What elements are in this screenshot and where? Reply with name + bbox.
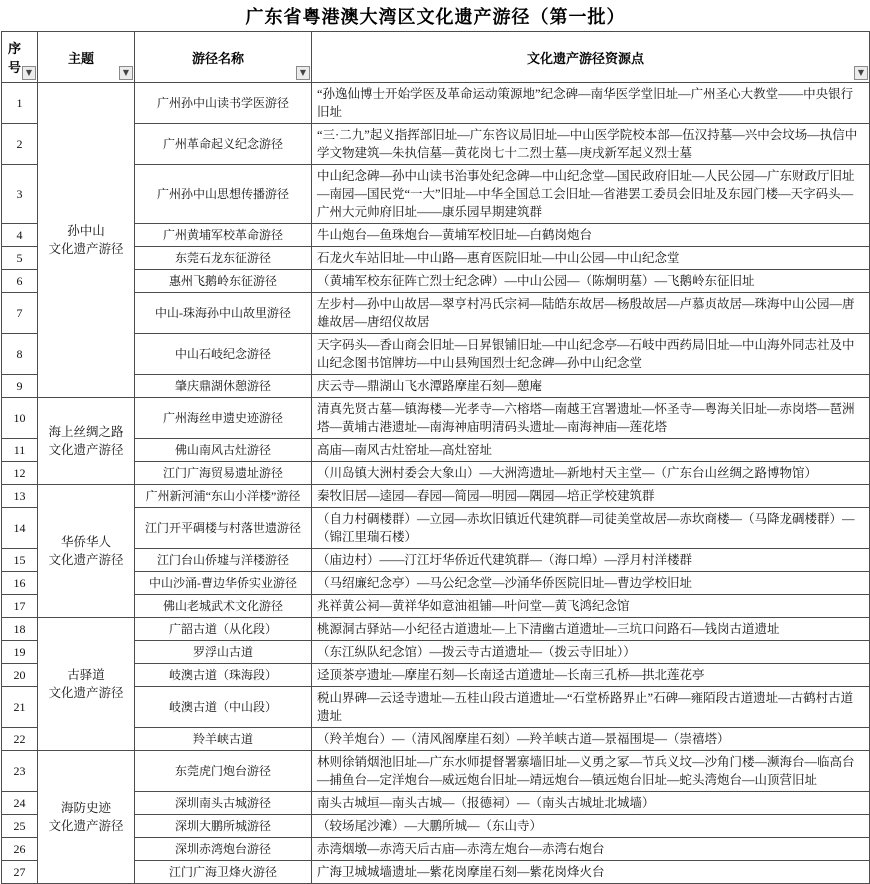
theme-line: 文化遗产游径 (48, 686, 124, 700)
theme-line: 文化遗产游径 (48, 443, 124, 457)
row-number-cell: 12 (2, 462, 38, 485)
theme-cell (38, 398, 135, 485)
trail-name-cell: 江门开平碉楼与村落世遗游径 (135, 508, 312, 549)
trail-name-cell: 广州革命起义纪念游径 (135, 124, 312, 165)
resource-points-cell: 迳顶茶亭遗址—摩崖石刻—长南迳古道遗址—长南三孔桥—拱北莲花亭 (312, 664, 870, 687)
theme-line: 海防史迹 (60, 801, 111, 815)
trail-name-cell: 佛山南风古灶游径 (135, 439, 312, 462)
resource-points-cell: 左步村—孙中山故居—翠亨村冯氏宗祠—陆皓东故居—杨殷故居—卢慕贞故居—珠海中山公园—唐雄故居—唐绍仪故居 (312, 293, 870, 334)
table-row (2, 751, 870, 792)
resource-points-cell: （马绍廉纪念亭）—马公纪念堂—沙涌华侨医院旧址—曹边学校旧址 (312, 572, 870, 595)
row-number-cell: 11 (2, 439, 38, 462)
row-number-cell: 26 (2, 838, 38, 861)
page-title: 广东省粤港澳大湾区文化遗产游径（第一批） (245, 7, 626, 27)
trail-name-cell: 中山石岐纪念游径 (135, 334, 312, 375)
resource-points-cell: 南头古城垣—南头古城—（报德祠）—（南头古城址北城墙） (312, 792, 870, 815)
resource-points-cell: 清真先贤古墓—镇海楼—光孝寺—六榕塔—南越王宫署遗址—怀圣寺—粤海关旧址—赤岗塔—琶洲塔—黄埔古港遗址—南海神庙明清码头遗址—南海神庙—莲花塔 (312, 398, 870, 439)
table-header-row (2, 32, 870, 83)
resource-points-cell: 石龙火车站旧址—中山路—惠育医院旧址—中山公园—中山纪念堂 (312, 247, 870, 270)
resource-points-cell: 林则徐销烟池旧址—广东水师提督署寨墙旧址—义勇之冢—节兵义坟—沙角门楼—濒海台—临高台—捕鱼台—定洋炮台—威远炮台旧址—靖远炮台—镇远炮台旧址—蛇头湾炮台—山顶营旧址 (312, 751, 870, 792)
resource-points-cell: “三·二九”起义指挥部旧址—广东咨议局旧址—中山医学院校本部—伍汉持墓—兴中会坟场—执信中学文物建筑—朱执信墓—黄花岗七十二烈士墓—庚戌新军起义烈士墓 (312, 124, 870, 165)
spreadsheet-view (1, 0, 869, 884)
row-number-cell: 25 (2, 815, 38, 838)
trail-name-cell: 惠州飞鹅岭东征游径 (135, 270, 312, 293)
resource-points-cell: 兆祥黄公祠—黄祥华如意油祖铺—叶问堂—黄飞鸿纪念馆 (312, 595, 870, 618)
trail-name-cell: 深圳大鹏所城游径 (135, 815, 312, 838)
table-row (2, 398, 870, 439)
trail-name-cell: 中山-珠海孙中山故里游径 (135, 293, 312, 334)
row-number-cell: 21 (2, 687, 38, 728)
row-number-cell: 6 (2, 270, 38, 293)
trail-name-cell: 广州新河浦“东山小洋楼”游径 (135, 485, 312, 508)
trail-name-cell: 广韶古道（从化段） (135, 618, 312, 641)
column-header-label: 文化遗产游径资源点 (526, 50, 644, 66)
trail-name-cell: 岐澳古道（珠海段） (135, 664, 312, 687)
trail-name-cell: 江门广海卫烽火游径 (135, 861, 312, 884)
resource-points-cell: （自力村碉楼群）—立园—赤坎旧镇近代建筑群—司徒美堂故居—赤坎商楼—（马降龙碉楼群）—（锦江里瑞石楼） (312, 508, 870, 549)
theme-line: 文化遗产游径 (48, 242, 124, 256)
row-number-cell: 7 (2, 293, 38, 334)
resource-points-cell: 广海卫城城墙遗址—紫花岗摩崖石刻—紫花岗烽火台 (312, 861, 870, 884)
column-header-label: 主题 (67, 50, 94, 66)
resource-points-cell: （较场尾沙滩）—大鹏所城—（东山寺） (312, 815, 870, 838)
trail-name-cell: 江门广海贸易遗址游径 (135, 462, 312, 485)
resource-points-cell: （羚羊炮台）—（清风阁摩崖石刻）—羚羊峡古道—景福围堤—（崇禧塔） (312, 728, 870, 751)
row-number-cell: 20 (2, 664, 38, 687)
row-number-cell: 19 (2, 641, 38, 664)
table-row (2, 618, 870, 641)
row-number-cell: 17 (2, 595, 38, 618)
theme-line: 古驿道 (67, 668, 105, 682)
trail-name-cell: 肇庆鼎湖休憩游径 (135, 375, 312, 398)
column-header-points (312, 32, 870, 83)
column-header-no (2, 32, 38, 83)
trail-name-cell: 江门台山侨墟与洋楼游径 (135, 549, 312, 572)
theme-line: 华侨华人 (60, 535, 111, 549)
table-row (2, 485, 870, 508)
row-number-cell: 8 (2, 334, 38, 375)
filter-dropdown-icon[interactable]: ▼ (854, 66, 868, 80)
trail-name-cell: 羚羊峡古道 (135, 728, 312, 751)
row-number-cell: 10 (2, 398, 38, 439)
row-number-cell: 4 (2, 224, 38, 247)
resource-points-cell: 桃源洞古驿站—小纪径古道遗址—上下清幽古道遗址—三坑口问路石—钱岗古道遗址 (312, 618, 870, 641)
resource-points-cell: 庆云寺—鼎湖山飞水潭路摩崖石刻—憩庵 (312, 375, 870, 398)
filter-dropdown-icon[interactable]: ▼ (22, 66, 36, 80)
resource-points-cell: （川岛镇大洲村委会大象山）—大洲湾遗址—新地村天主堂—（广东台山丝绸之路博物馆） (312, 462, 870, 485)
resource-points-cell: （庙边村）——汀江圩华侨近代建筑群—（海口埠）—浮月村洋楼群 (312, 549, 870, 572)
row-number-cell: 5 (2, 247, 38, 270)
theme-line: 文化遗产游径 (48, 819, 124, 833)
trail-name-cell: 岐澳古道（中山段） (135, 687, 312, 728)
trail-name-cell: 东莞虎门炮台游径 (135, 751, 312, 792)
row-number-cell: 3 (2, 165, 38, 224)
trail-name-cell: 东莞石龙东征游径 (135, 247, 312, 270)
row-number-cell: 23 (2, 751, 38, 792)
trail-name-cell: 广州黄埔军校革命游径 (135, 224, 312, 247)
resource-points-cell: 税山界碑—云迳寺遗址—五桂山段古道遗址—“石堂桥路界止”石碑—雍陌段古道遗址—古鹤村古道遗址 (312, 687, 870, 728)
resource-points-cell: 中山纪念碑—孙中山读书治事处纪念碑—中山纪念堂—国民政府旧址—人民公园—广东财政厅旧址—南园—国民党“一大”旧址—中华全国总工会旧址—省港罢工委员会旧址及东园门楼—天字码头—广州大元帅府旧址——康乐园早期建筑群 (312, 165, 870, 224)
row-number-cell: 24 (2, 792, 38, 815)
filter-dropdown-icon[interactable]: ▼ (296, 66, 310, 80)
row-number-cell: 18 (2, 618, 38, 641)
row-number-cell: 2 (2, 124, 38, 165)
trail-name-cell: 佛山老城武术文化游径 (135, 595, 312, 618)
row-number-cell: 13 (2, 485, 38, 508)
trail-name-cell: 中山沙涌-曹边华侨实业游径 (135, 572, 312, 595)
resource-points-cell: 赤湾烟墩—赤湾天后古庙—赤湾左炮台—赤湾右炮台 (312, 838, 870, 861)
resource-points-cell: （东江纵队纪念馆）—拨云寺古道遗址—（拨云寺旧址）） (312, 641, 870, 664)
column-header-label: 序号 (7, 41, 21, 75)
trail-name-cell: 深圳赤湾炮台游径 (135, 838, 312, 861)
resource-points-cell: 牛山炮台—鱼珠炮台—黄埔军校旧址—白鹤岗炮台 (312, 224, 870, 247)
heritage-trails-table (1, 0, 870, 884)
theme-line: 文化遗产游径 (48, 553, 124, 567)
resource-points-cell: “孙逸仙博士开始学医及革命运动策源地”纪念碑—南华医学堂旧址—广州圣心大教堂——中央银行旧址 (312, 83, 870, 124)
theme-cell (38, 751, 135, 884)
trail-name-cell: 罗浮山古道 (135, 641, 312, 664)
row-number-cell: 15 (2, 549, 38, 572)
table-row (2, 83, 870, 124)
row-number-cell: 9 (2, 375, 38, 398)
trail-name-cell: 广州孙中山思想传播游径 (135, 165, 312, 224)
row-number-cell: 27 (2, 861, 38, 884)
trail-name-cell: 广州孙中山读书学医游径 (135, 83, 312, 124)
theme-cell (38, 83, 135, 398)
row-number-cell: 22 (2, 728, 38, 751)
resource-points-cell: 天字码头—香山商会旧址—日昇银铺旧址—中山纪念亭—石岐中西药局旧址—中山海外同志社及中山纪念图书馆牌坊—中山县殉国烈士纪念碑—孙中山纪念堂 (312, 334, 870, 375)
resource-points-cell: （黄埔军校东征阵亡烈士纪念碑）—中山公园—（陈炯明墓）—飞鹅岭东征旧址 (312, 270, 870, 293)
resource-points-cell: 秦牧旧居—逵园—春园—简园—明园—隅园—培正学校建筑群 (312, 485, 870, 508)
column-header-label: 游径名称 (191, 50, 244, 66)
theme-cell (38, 618, 135, 751)
trail-name-cell: 深圳南头古城游径 (135, 792, 312, 815)
theme-line: 孙中山 (67, 224, 105, 238)
column-header-theme (38, 32, 135, 83)
resource-points-cell: 高庙—南风古灶窑址—高灶窑址 (312, 439, 870, 462)
filter-dropdown-icon[interactable]: ▼ (119, 66, 133, 80)
row-number-cell: 1 (2, 83, 38, 124)
row-number-cell: 16 (2, 572, 38, 595)
theme-cell (38, 485, 135, 618)
theme-line: 海上丝绸之路 (48, 425, 124, 439)
trail-name-cell: 广州海丝申遗史迹游径 (135, 398, 312, 439)
column-header-name (135, 32, 312, 83)
row-number-cell: 14 (2, 508, 38, 549)
